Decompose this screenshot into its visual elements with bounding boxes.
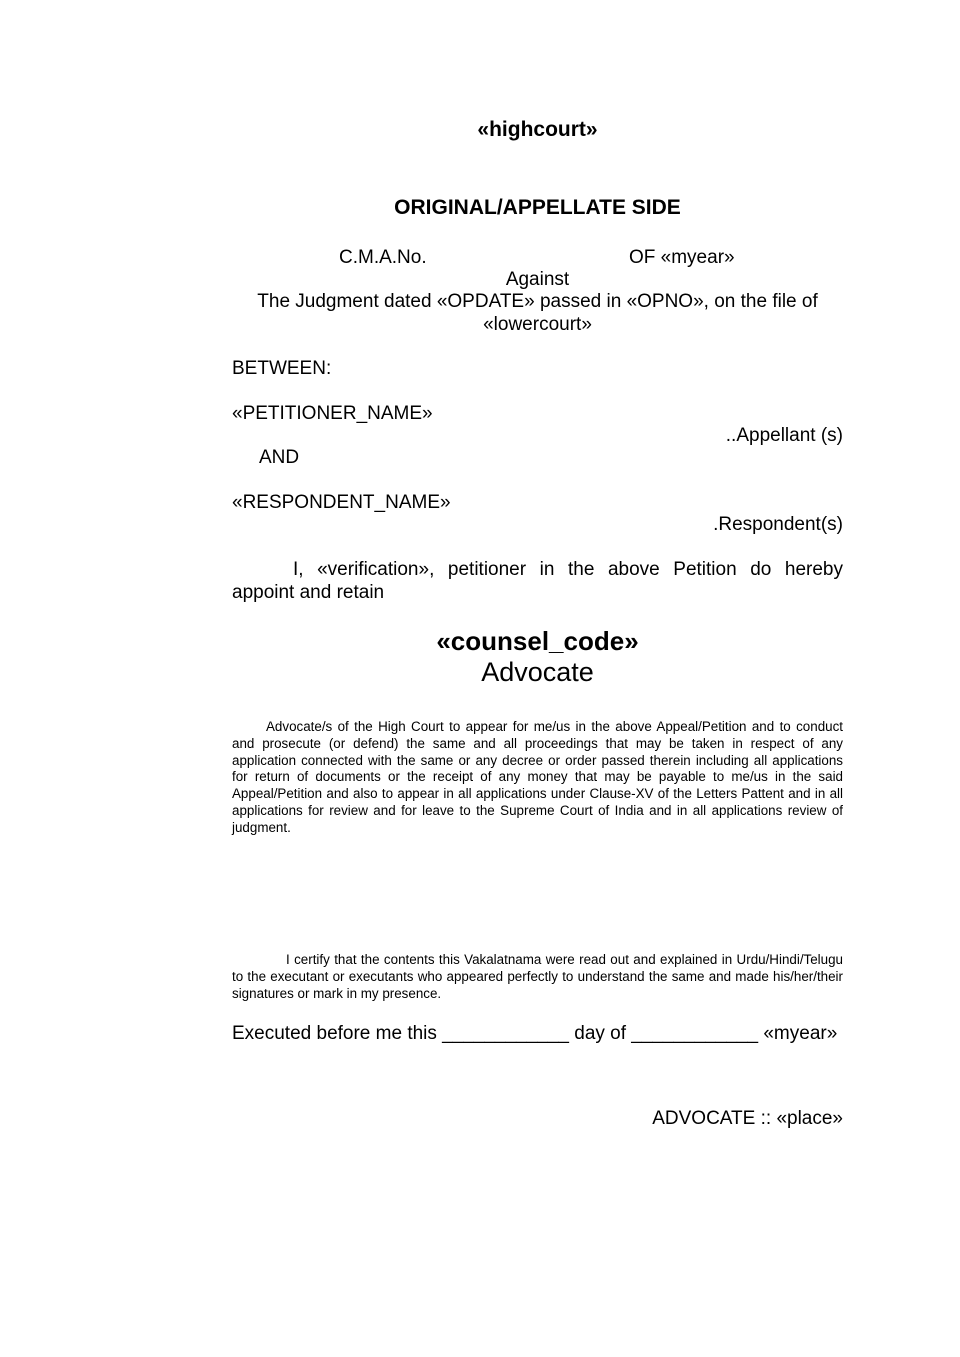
court-name: «highcourt»	[477, 118, 598, 141]
petitioner-name: «PETITIONER_NAME»	[232, 403, 433, 424]
between-label: BETWEEN:	[232, 358, 332, 379]
case-number-label: C.M.A.No.	[339, 247, 427, 268]
authority-paragraph: Advocate/s of the High Court to appear for me/us in the above Appeal/Petition and to conduct and prosecute (or defend) the same and all proceedings that may be taken in respect of any application connected with the same or any decree or order passed therein including all applications for return of documents or the receipt of any money that may be payable to me/us in the said Appeal/Petition and also to appear in all applications under Clause-XV of the Letters Pattent and in all applications for review and for leave to the Supreme Court of India and in all applications review of judgment.	[232, 719, 843, 835]
appellant-label: ..Appellant (s)	[725, 425, 843, 446]
execution-line: Executed before me this ____________ day of ____________ «myear»	[232, 1023, 838, 1044]
judgment-line-1: The Judgment dated «OPDATE» passed in «OPNO», on the file of	[257, 291, 818, 312]
respondent-label: .Respondent(s)	[713, 514, 843, 535]
judgment-line-2: «lowercourt»	[483, 314, 592, 335]
certification-paragraph: I certify that the contents this Vakalatnama were read out and explained in Urdu/Hindi/Telugu to the executant or executants who appeared perfectly to understand the same and made his/her/their signatures or mark in my presence.	[232, 952, 843, 1001]
case-year-label: OF «myear»	[629, 247, 735, 268]
advocate-signature-line: ADVOCATE :: «place»	[652, 1108, 843, 1129]
and-label: AND	[259, 447, 300, 468]
counsel-code: «counsel_code»	[436, 626, 639, 656]
against-label: Against	[505, 269, 570, 290]
respondent-name: «RESPONDENT_NAME»	[232, 492, 451, 513]
appointment-text: I, «verification», petitioner in the above Petition do hereby appoint and retain	[232, 559, 843, 603]
counsel-title: Advocate	[481, 657, 594, 687]
side-heading: ORIGINAL/APPELLATE SIDE	[394, 196, 681, 219]
